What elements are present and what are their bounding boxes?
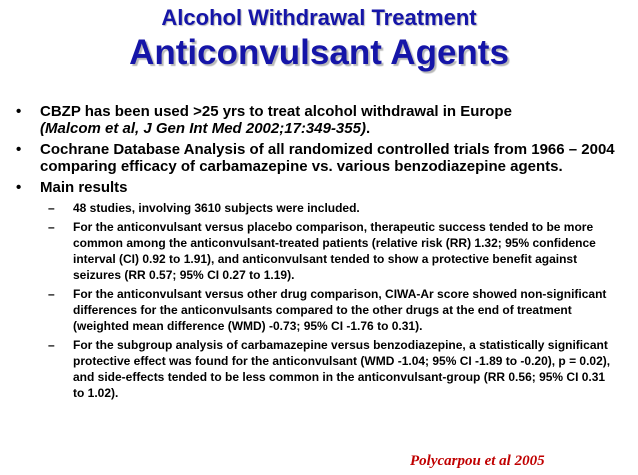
sub-bullet-text: For the anticonvulsant versus placebo comparison, therapeutic success tended to be more common among the anticonvulsant-treated patients (relative risk (RR) 1.32; 95% confidence interval (CI) 0.92 to 1.91), and anticonvulsant tended to show a protective benefit against seizures (RR 0.57; 95% CI 0.27 to 1.19). xyxy=(73,220,596,282)
title-line-2: Anticonvulsant Agents xyxy=(129,33,509,72)
bullet-text: Main results xyxy=(40,179,128,196)
main-results-list xyxy=(14,200,624,401)
bullet-item xyxy=(14,103,624,137)
bullet-marker: • xyxy=(16,141,22,158)
sub-bullet-text: 48 studies, involving 3610 subjects were included. xyxy=(73,201,360,215)
sub-bullet-item xyxy=(14,337,613,401)
sub-bullet-item xyxy=(14,219,613,283)
sub-bullet-marker: – xyxy=(48,201,55,215)
sub-bullet-text: For the anticonvulsant versus other drug comparison, CIWA-Ar score showed non-significant differences for the anticonvulsants compared to the other drugs at the end of treatment (weighted mean difference (WMD) -0.73; 95% CI -1.76 to 0.31). xyxy=(73,287,607,333)
bullet-item xyxy=(14,141,624,175)
bullet-marker: • xyxy=(16,103,22,120)
slide-title xyxy=(0,4,638,73)
bullet-text: CBZP has been used >25 yrs to treat alcohol withdrawal in Europe xyxy=(40,103,512,120)
bullet-item xyxy=(14,179,624,196)
sub-bullet-marker: – xyxy=(48,220,55,234)
sub-bullet-text: For the subgroup analysis of carbamazepine versus benzodiazepine, a statistically significant protective effect was found for the anticonvulsant (WMD -1.04; 95% CI -1.89 to -0.20), p = 0.02), and side-effects tended to be less common in the anticonvulsant-group (RR 0.56; 95% CI 0.31 to 1.02). xyxy=(73,338,611,400)
source-citation: Polycarpou et al 2005 xyxy=(410,453,545,469)
sub-bullet-marker: – xyxy=(48,338,55,352)
title-line-1: Alcohol Withdrawal Treatment xyxy=(161,5,477,30)
sub-bullet-item xyxy=(14,200,613,216)
bullet-citation: (Malcom et al, J Gen Int Med 2002;17:349-355) xyxy=(40,120,366,137)
bullet-marker: • xyxy=(16,179,22,196)
bullet-list xyxy=(14,103,624,404)
bullet-text: Cochrane Database Analysis of all randomized controlled trials from 1966 – 2004 comparing efficacy of carbamazepine vs. various benzodiazepine agents. xyxy=(40,141,615,175)
sub-bullet-marker: – xyxy=(48,287,55,301)
sub-bullet-item xyxy=(14,286,613,334)
citation-suffix: . xyxy=(365,120,371,137)
